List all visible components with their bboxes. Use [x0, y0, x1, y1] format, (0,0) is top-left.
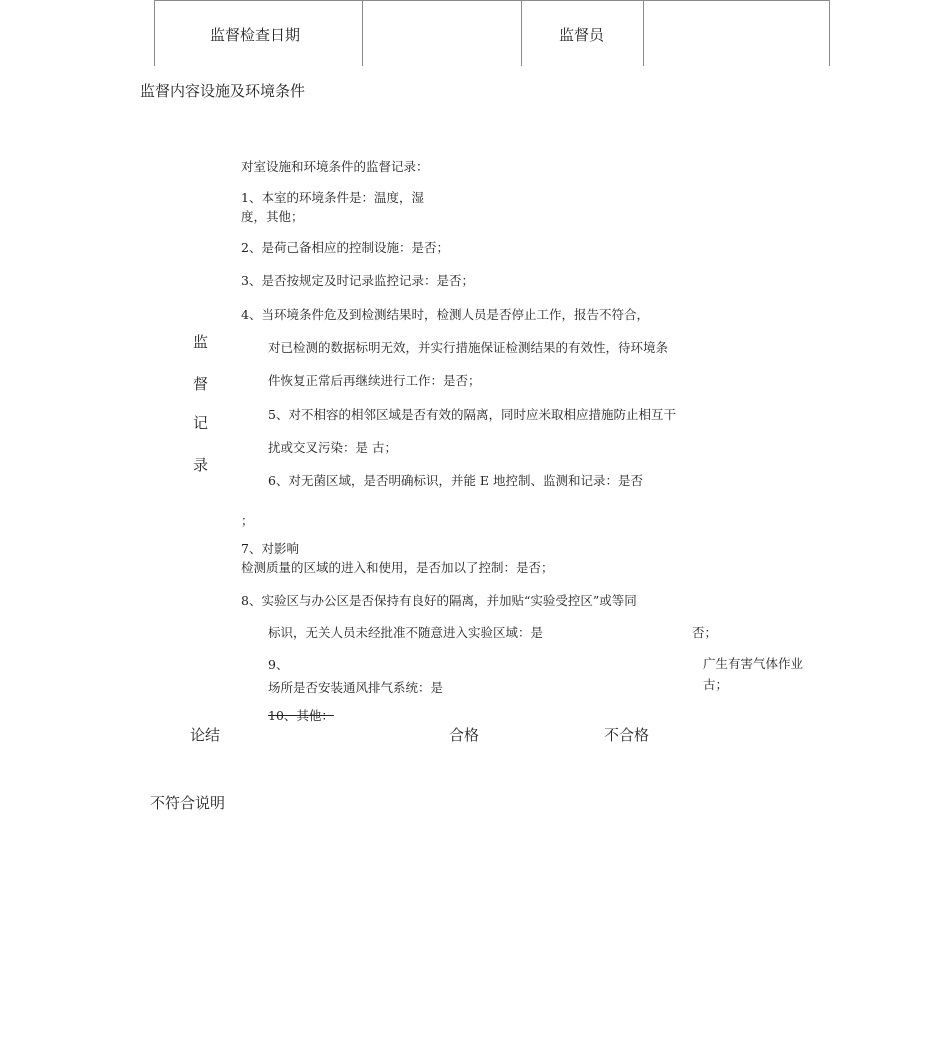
conclusion-label: 论结: [190, 726, 221, 744]
record-item-1-line-2: 度，其他；: [241, 209, 304, 224]
side-label-char-2: 督: [193, 375, 209, 393]
inspection-date-value[interactable]: [370, 24, 515, 44]
record-intro: 对室设施和环境条件的监督记录：: [241, 159, 429, 174]
nonconformity-label: 不符合说明: [150, 794, 226, 812]
record-stray-semicolon: ；: [241, 513, 254, 528]
conclusion-fail-option[interactable]: 不合格: [604, 726, 650, 744]
record-item-5-line-2: 扰或交叉污染：是 古；: [268, 440, 397, 455]
header-border-2: [362, 0, 363, 66]
header-border-3: [521, 0, 522, 66]
header-border-left: [154, 0, 155, 66]
record-item-8-line-2: 标识，无关人员未经批准不随意进入实验区域：是: [268, 625, 544, 640]
record-item-7-line-2: 检测质量的区域的进入和使用，是否加以了控制：是否；: [241, 560, 554, 575]
record-item-5-line-1: 5、对不相容的相邻区域是否有效的隔离，同时应米取相应措施防止相互干: [268, 407, 676, 422]
record-item-2: 2、是荷己备相应的控制设施：是否；: [241, 240, 449, 255]
record-item-8-line-2-end: 否；: [692, 625, 718, 640]
record-item-8-line-1: 8、实验区与办公区是否保持有良好的隔离，并加贴“实验受控区”或等同: [241, 593, 637, 608]
inspection-date-label: 监督检查日期: [210, 26, 301, 44]
record-item-10: 10、其他：: [268, 708, 334, 723]
section-title: 监督内容设施及环境条件: [140, 82, 306, 100]
record-item-4-line-1: 4、当环境条件危及到检测结果时，检测人员是否停止工作，报告不符合，: [241, 307, 649, 322]
record-item-7-line-1: 7、对影响: [241, 541, 299, 556]
record-item-3: 3、是否按规定及时记录监控记录：是否；: [241, 273, 474, 288]
side-label-char-3: 记: [193, 414, 209, 432]
side-label-char-1: 监: [193, 333, 209, 351]
side-label-char-4: 录: [193, 456, 209, 474]
record-item-1-line-1: 1、本室的环境条件是：温度，湿: [241, 190, 424, 205]
conclusion-pass-option[interactable]: 合格: [449, 726, 480, 744]
record-item-4-line-3: 件恢复正常后再继续进行工作：是否；: [268, 373, 481, 388]
supervisor-value[interactable]: [650, 24, 820, 44]
record-item-9-number: 9、: [268, 657, 289, 672]
record-item-6: 6、对无菌区域，是否明确标识，并能 E 地控制、监测和记录：是否: [268, 473, 644, 488]
record-item-9-line: 场所是否安装通风排气系统：是: [268, 680, 444, 695]
record-item-4-line-2: 对已检测的数据标明无效，并实行措施保证检测结果的有效性，待环境条: [268, 340, 669, 355]
record-item-9-right-1: 广生有害气体作业: [703, 656, 804, 671]
supervisor-label: 监督员: [559, 26, 605, 44]
record-item-9-right-2: 古；: [703, 677, 729, 692]
header-border-4: [643, 0, 644, 66]
header-border-right: [829, 0, 830, 66]
header-top-border: [154, 0, 830, 1]
